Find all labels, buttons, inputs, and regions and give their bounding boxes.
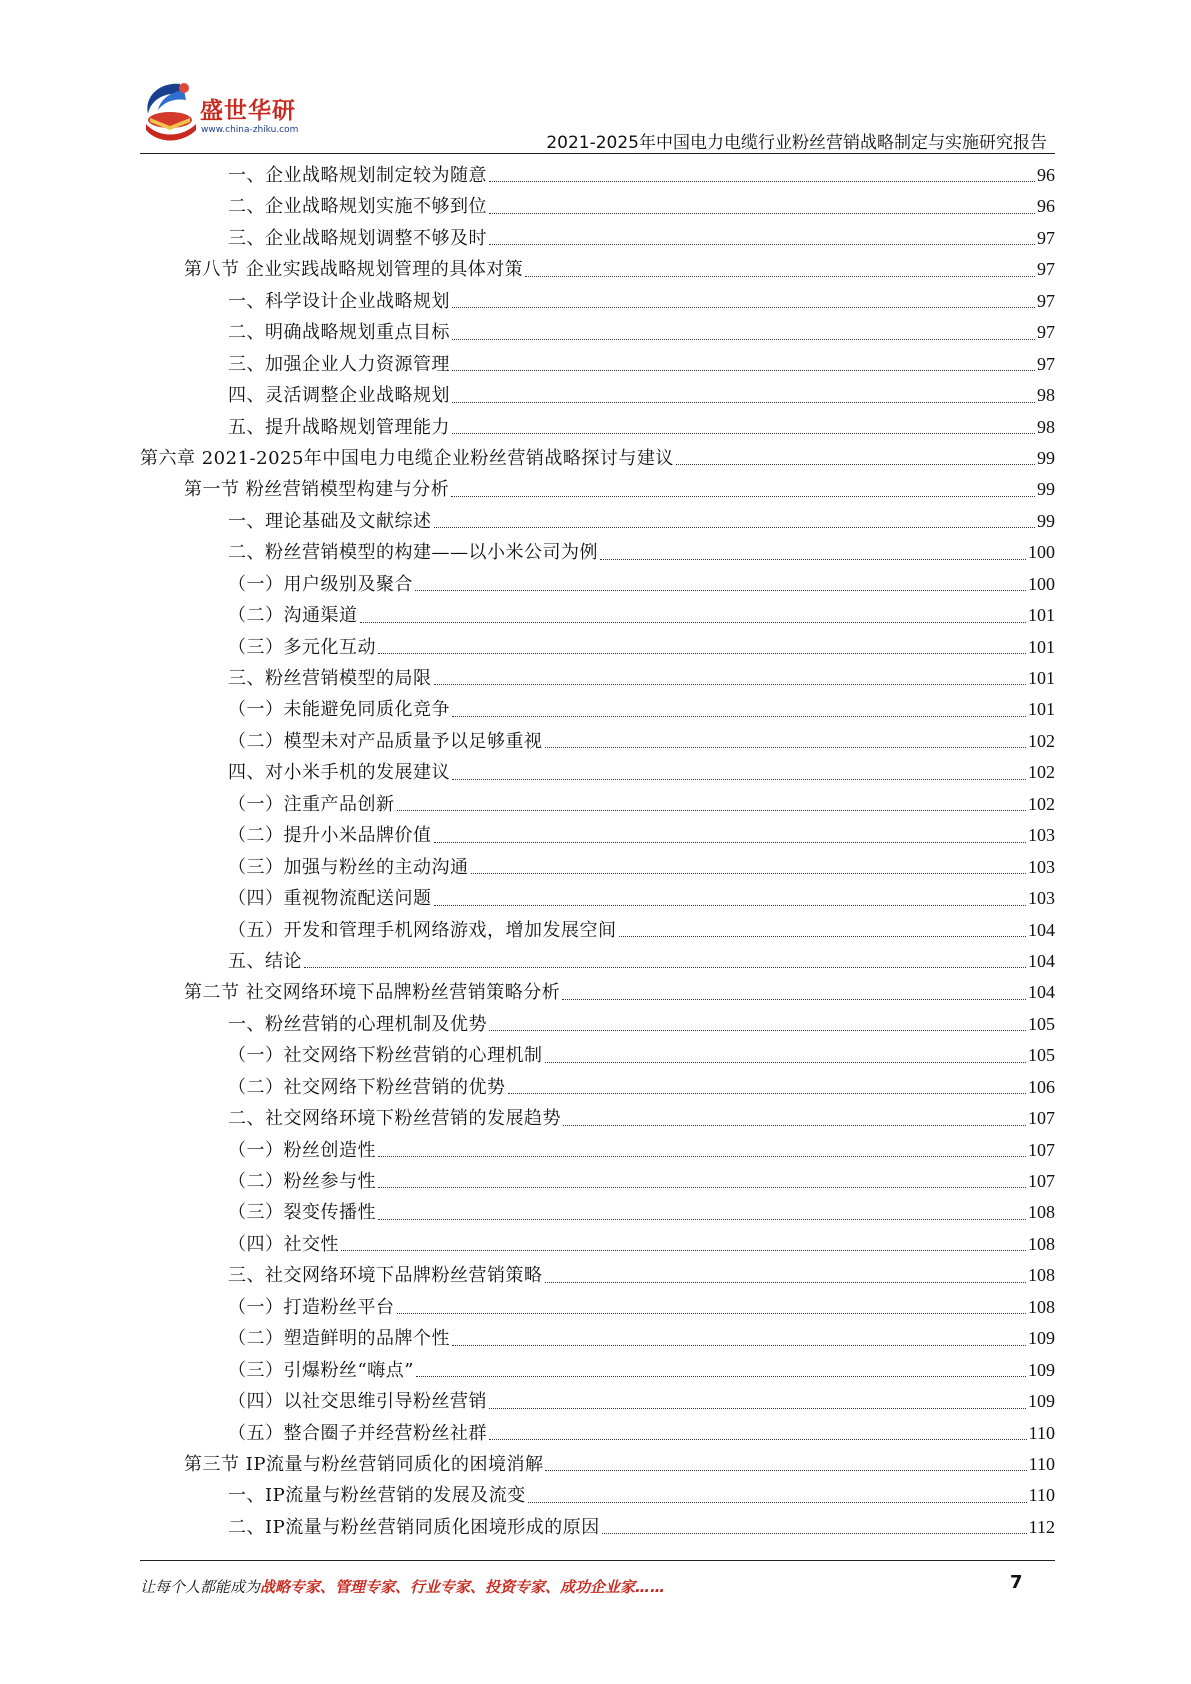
toc-entry-page: 102 bbox=[1028, 730, 1055, 751]
toc-leader-dots bbox=[304, 966, 1026, 968]
toc-entry[interactable] bbox=[140, 632, 1055, 663]
toc-entry[interactable] bbox=[140, 915, 1055, 946]
toc-entry[interactable] bbox=[140, 600, 1055, 631]
toc-entry[interactable] bbox=[140, 1323, 1055, 1354]
toc-entry-title: （二）提升小米品牌价值 bbox=[228, 825, 432, 847]
toc-entry[interactable] bbox=[140, 286, 1055, 317]
toc-entry-page: 109 bbox=[1028, 1391, 1055, 1412]
toc-entry[interactable] bbox=[140, 1480, 1055, 1511]
toc-entry-page: 109 bbox=[1028, 1359, 1055, 1380]
toc-entry[interactable] bbox=[140, 254, 1055, 285]
toc-entry-page: 110 bbox=[1028, 1453, 1055, 1474]
toc-entry-page: 110 bbox=[1028, 1485, 1055, 1506]
toc-entry-title: 一、粉丝营销的心理机制及优势 bbox=[228, 1013, 487, 1035]
toc-entry-page: 97 bbox=[1037, 259, 1055, 280]
page-number: 7 bbox=[1010, 1572, 1023, 1593]
toc-entry-title: （二）沟通渠道 bbox=[228, 605, 358, 627]
toc-entry-page: 101 bbox=[1028, 668, 1055, 688]
toc-entry[interactable] bbox=[140, 1386, 1055, 1417]
toc-entry[interactable] bbox=[140, 1418, 1055, 1449]
toc-entry-page: 110 bbox=[1028, 1422, 1055, 1443]
toc-entry-title: （五）开发和管理手机网络游戏，增加发展空间 bbox=[228, 919, 617, 941]
toc-leader-dots bbox=[452, 369, 1035, 371]
toc-leader-dots bbox=[415, 589, 1026, 591]
footer-slogan-highlight: 战略专家、管理专家、行业专家、投资专家、成功企业家…… bbox=[260, 1578, 666, 1596]
toc-leader-dots bbox=[602, 1532, 1027, 1534]
toc-entry-page: 102 bbox=[1028, 793, 1055, 814]
toc-entry[interactable] bbox=[140, 1355, 1055, 1386]
toc-leader-dots bbox=[676, 463, 1035, 465]
toc-entry-page: 108 bbox=[1028, 1265, 1055, 1286]
toc-entry-page: 104 bbox=[1028, 950, 1055, 971]
toc-entry-title: （五）整合圈子并经营粉丝社群 bbox=[228, 1422, 487, 1444]
toc-leader-dots bbox=[397, 1312, 1027, 1314]
toc-leader-dots bbox=[489, 212, 1035, 214]
toc-entry-title: 一、IP流量与粉丝营销的发展及流变 bbox=[228, 1485, 526, 1507]
toc-entry-title: 二、企业战略规划实施不够到位 bbox=[228, 196, 487, 218]
toc-leader-dots bbox=[452, 432, 1035, 434]
toc-entry[interactable] bbox=[140, 160, 1055, 191]
toc-entry-title: （二）粉丝参与性 bbox=[228, 1171, 376, 1192]
toc-leader-dots bbox=[545, 746, 1027, 748]
toc-entry-page: 100 bbox=[1028, 573, 1055, 594]
toc-entry-page: 103 bbox=[1028, 856, 1055, 877]
toc-entry-title: （一）打造粉丝平台 bbox=[228, 1296, 395, 1318]
footer-divider bbox=[140, 1560, 1055, 1561]
toc-leader-dots bbox=[489, 243, 1035, 245]
toc-entry[interactable] bbox=[140, 977, 1055, 1008]
toc-leader-dots bbox=[397, 809, 1027, 811]
toc-leader-dots bbox=[452, 401, 1035, 403]
toc-entry[interactable] bbox=[140, 317, 1055, 348]
toc-entry[interactable] bbox=[140, 1229, 1055, 1260]
toc-entry-title: 三、企业战略规划调整不够及时 bbox=[228, 227, 487, 249]
toc-leader-dots bbox=[545, 1469, 1026, 1471]
toc-entry-title: 三、粉丝营销模型的局限 bbox=[228, 668, 432, 689]
logo-url: www.china-zhiku.com bbox=[201, 125, 299, 135]
toc-leader-dots bbox=[471, 872, 1027, 874]
toc-entry[interactable] bbox=[140, 1449, 1055, 1480]
toc-leader-dots bbox=[452, 715, 1026, 717]
toc-leader-dots bbox=[528, 1501, 1027, 1503]
toc-leader-dots bbox=[451, 495, 1035, 497]
toc-entry[interactable] bbox=[140, 1512, 1055, 1543]
toc-entry-title: 第二节 社交网络环境下品牌粉丝营销策略分析 bbox=[184, 982, 561, 1004]
toc-entry-page: 98 bbox=[1037, 416, 1055, 437]
toc-leader-dots bbox=[434, 904, 1027, 906]
toc-entry-title: （三）引爆粉丝“嗨点” bbox=[228, 1359, 414, 1381]
toc-entry[interactable] bbox=[140, 474, 1055, 505]
toc-entry[interactable] bbox=[140, 1292, 1055, 1323]
toc-entry-title: （四）社交性 bbox=[228, 1233, 339, 1255]
toc-entry[interactable] bbox=[140, 1166, 1055, 1197]
toc-leader-dots bbox=[341, 1249, 1026, 1251]
toc-entry-page: 104 bbox=[1028, 919, 1055, 940]
toc-entry-page: 108 bbox=[1028, 1202, 1055, 1223]
toc-entry-page: 112 bbox=[1028, 1516, 1055, 1537]
toc-leader-dots bbox=[434, 683, 1027, 685]
toc-leader-dots bbox=[378, 1155, 1026, 1157]
toc-leader-dots bbox=[545, 1281, 1027, 1283]
toc-entry-title: 第八节 企业实践战略规划管理的具体对策 bbox=[184, 259, 524, 281]
toc-entry[interactable] bbox=[140, 1197, 1055, 1228]
toc-entry-page: 97 bbox=[1037, 227, 1055, 248]
toc-entry-page: 98 bbox=[1037, 385, 1055, 406]
toc-entry-title: （一）粉丝创造性 bbox=[228, 1139, 376, 1161]
toc-entry-page: 108 bbox=[1028, 1233, 1055, 1254]
toc-entry[interactable] bbox=[140, 191, 1055, 222]
toc-entry-page: 97 bbox=[1037, 353, 1055, 374]
toc-entry[interactable] bbox=[140, 443, 1055, 474]
toc-entry[interactable] bbox=[140, 1009, 1055, 1040]
toc-entry[interactable] bbox=[140, 820, 1055, 851]
toc-leader-dots bbox=[452, 306, 1035, 308]
toc-entry[interactable] bbox=[140, 852, 1055, 883]
toc-entry-page: 101 bbox=[1028, 605, 1055, 626]
toc-entry-title: 二、社交网络环境下粉丝营销的发展趋势 bbox=[228, 1108, 561, 1130]
toc-entry-page: 107 bbox=[1028, 1171, 1055, 1191]
toc-entry[interactable] bbox=[140, 726, 1055, 757]
toc-entry-title: （二）塑造鲜明的品牌个性 bbox=[228, 1328, 450, 1350]
toc-leader-dots bbox=[525, 275, 1035, 277]
toc-leader-dots bbox=[378, 1186, 1026, 1188]
toc-leader-dots bbox=[434, 526, 1036, 528]
company-logo bbox=[140, 78, 310, 144]
toc-entry-page: 107 bbox=[1028, 1139, 1055, 1160]
footer-slogan-prefix: 让每个人都能成为 bbox=[140, 1578, 261, 1596]
toc-entry[interactable] bbox=[140, 349, 1055, 380]
toc-entry-title: 第六章 2021-2025年中国电力电缆企业粉丝营销战略探讨与建议 bbox=[140, 447, 674, 469]
toc-entry-title: 三、加强企业人力资源管理 bbox=[228, 353, 450, 375]
toc-entry[interactable] bbox=[140, 883, 1055, 914]
toc-entry-title: （三）多元化互动 bbox=[228, 636, 376, 658]
toc-entry-page: 109 bbox=[1028, 1328, 1055, 1349]
toc-entry-title: （一）用户级别及聚合 bbox=[228, 573, 413, 595]
toc-entry-title: 三、社交网络环境下品牌粉丝营销策略 bbox=[228, 1265, 543, 1287]
toc-leader-dots bbox=[619, 935, 1027, 937]
toc-entry-title: 二、IP流量与粉丝营销同质化困境形成的原因 bbox=[228, 1516, 600, 1538]
toc-entry[interactable] bbox=[140, 946, 1055, 977]
toc-entry-title: （一）注重产品创新 bbox=[228, 793, 395, 815]
page-header bbox=[140, 78, 1055, 153]
toc-leader-dots bbox=[489, 1029, 1026, 1031]
toc-entry-page: 104 bbox=[1028, 982, 1055, 1003]
toc-leader-dots bbox=[378, 1218, 1026, 1220]
toc-entry[interactable] bbox=[140, 694, 1055, 725]
toc-entry[interactable] bbox=[140, 1260, 1055, 1291]
toc-entry-title: 四、对小米手机的发展建议 bbox=[228, 762, 450, 784]
toc-entry[interactable] bbox=[140, 569, 1055, 600]
toc-leader-dots bbox=[452, 1344, 1026, 1346]
toc-entry[interactable] bbox=[140, 506, 1055, 537]
toc-entry-title: （一）未能避免同质化竞争 bbox=[228, 699, 450, 721]
toc-entry[interactable] bbox=[140, 412, 1055, 443]
toc-entry-title: 一、理论基础及文献综述 bbox=[228, 510, 432, 532]
toc-entry[interactable] bbox=[140, 1072, 1055, 1103]
toc-entry-page: 106 bbox=[1028, 1076, 1055, 1097]
toc-entry[interactable] bbox=[140, 1040, 1055, 1071]
toc-leader-dots bbox=[563, 1124, 1026, 1126]
toc-entry[interactable] bbox=[140, 380, 1055, 411]
table-of-contents bbox=[140, 160, 1055, 1543]
toc-entry-page: 101 bbox=[1028, 699, 1055, 720]
toc-leader-dots bbox=[562, 998, 1026, 1000]
toc-entry-title: 第三节 IP流量与粉丝营销同质化的困境消解 bbox=[184, 1453, 544, 1475]
toc-entry-title: 二、粉丝营销模型的构建——以小米公司为例 bbox=[228, 542, 598, 564]
toc-entry-page: 105 bbox=[1028, 1045, 1055, 1066]
toc-leader-dots bbox=[378, 652, 1026, 654]
toc-entry-title: 第一节 粉丝营销模型构建与分析 bbox=[184, 479, 450, 501]
footer-slogan bbox=[140, 1576, 665, 1597]
toc-entry-title: 五、结论 bbox=[228, 950, 302, 972]
toc-entry-page: 105 bbox=[1028, 1013, 1055, 1034]
toc-entry-page: 108 bbox=[1028, 1296, 1055, 1317]
toc-leader-dots bbox=[452, 338, 1035, 340]
toc-entry-title: 五、提升战略规划管理能力 bbox=[228, 416, 450, 438]
toc-entry-title: 一、企业战略规划制定较为随意 bbox=[228, 165, 487, 186]
toc-entry-page: 97 bbox=[1037, 322, 1055, 343]
toc-entry[interactable] bbox=[140, 1135, 1055, 1166]
toc-entry-page: 99 bbox=[1037, 510, 1055, 531]
toc-entry-title: （三）加强与粉丝的主动沟通 bbox=[228, 856, 469, 878]
logo-emblem-icon bbox=[140, 80, 202, 144]
toc-entry-page: 107 bbox=[1028, 1108, 1055, 1129]
toc-entry-page: 103 bbox=[1028, 825, 1055, 846]
toc-entry-page: 101 bbox=[1028, 636, 1055, 657]
toc-entry[interactable] bbox=[140, 537, 1055, 568]
toc-leader-dots bbox=[434, 841, 1027, 843]
toc-leader-dots bbox=[489, 180, 1035, 182]
toc-entry[interactable] bbox=[140, 223, 1055, 254]
report-title: 2021-2025年中国电力电缆行业粉丝营销战略制定与实施研究报告 bbox=[546, 133, 1047, 153]
toc-entry-title: （四）以社交思维引导粉丝营销 bbox=[228, 1391, 487, 1413]
toc-leader-dots bbox=[545, 1061, 1027, 1063]
toc-entry[interactable] bbox=[140, 757, 1055, 788]
toc-entry[interactable] bbox=[140, 1103, 1055, 1134]
logo-name: 盛世华研 bbox=[200, 98, 296, 124]
toc-entry-title: （一）社交网络下粉丝营销的心理机制 bbox=[228, 1045, 543, 1067]
toc-entry-page: 99 bbox=[1037, 479, 1055, 500]
toc-leader-dots bbox=[489, 1407, 1026, 1409]
toc-entry[interactable] bbox=[140, 663, 1055, 694]
toc-leader-dots bbox=[452, 778, 1026, 780]
toc-entry-title: 一、科学设计企业战略规划 bbox=[228, 290, 450, 312]
toc-entry-title: （二）社交网络下粉丝营销的优势 bbox=[228, 1076, 506, 1098]
toc-entry-page: 103 bbox=[1028, 888, 1055, 909]
toc-leader-dots bbox=[600, 558, 1026, 560]
header-divider bbox=[140, 153, 1055, 154]
toc-entry-page: 97 bbox=[1037, 290, 1055, 311]
toc-entry-title: （四）重视物流配送问题 bbox=[228, 888, 432, 910]
toc-leader-dots bbox=[360, 621, 1027, 623]
toc-entry-title: （三）裂变传播性 bbox=[228, 1202, 376, 1224]
toc-entry-page: 96 bbox=[1037, 196, 1055, 217]
toc-entry-title: （二）模型未对产品质量予以足够重视 bbox=[228, 730, 543, 752]
toc-entry[interactable] bbox=[140, 789, 1055, 820]
toc-leader-dots bbox=[489, 1438, 1027, 1440]
toc-entry-page: 96 bbox=[1037, 165, 1055, 185]
toc-entry-page: 102 bbox=[1028, 762, 1055, 783]
toc-entry-page: 100 bbox=[1028, 542, 1055, 563]
toc-leader-dots bbox=[416, 1375, 1026, 1377]
toc-entry-title: 四、灵活调整企业战略规划 bbox=[228, 385, 450, 407]
toc-entry-page: 99 bbox=[1037, 447, 1055, 468]
toc-entry-title: 二、明确战略规划重点目标 bbox=[228, 322, 450, 344]
toc-leader-dots bbox=[508, 1092, 1027, 1094]
